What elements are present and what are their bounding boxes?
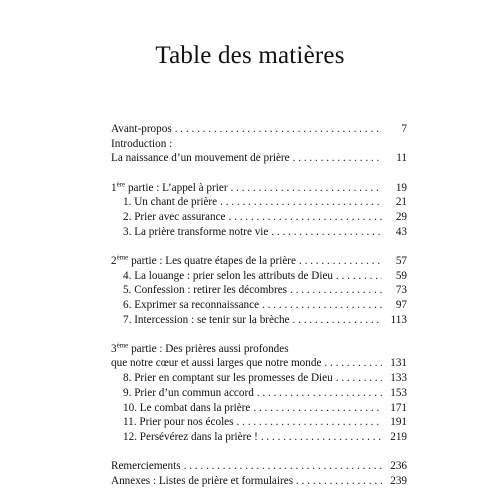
part-title: partie : Les quatre étapes de la prière	[128, 254, 296, 267]
toc-chapter-7	[111, 313, 407, 328]
toc-page-number: 19	[395, 181, 407, 194]
toc-page-number: 29	[395, 210, 407, 223]
toc-chapter-4	[111, 269, 407, 284]
toc-page-number: 97	[395, 298, 407, 311]
dot-leader	[237, 415, 382, 430]
toc-entry-label: que notre cœur et aussi larges que notre monde	[111, 357, 322, 370]
toc-part-label	[111, 254, 296, 269]
toc-chapter-5	[111, 283, 407, 298]
toc-chapter-3	[111, 225, 407, 240]
dot-leader	[324, 356, 382, 371]
toc-entry-label: 3. La prière transforme notre vie	[123, 225, 269, 238]
dot-leader	[299, 254, 382, 269]
toc-part-3-continued	[111, 356, 407, 371]
dot-leader	[184, 459, 382, 474]
dot-leader	[261, 430, 382, 445]
toc-entry-label: 5. Confession : retirer les décombres	[123, 284, 288, 297]
toc-page-number: 191	[390, 416, 407, 429]
toc-entry-introduction	[111, 151, 407, 166]
part-number: 3	[111, 342, 117, 355]
dot-leader	[271, 225, 382, 240]
dot-leader	[336, 269, 382, 284]
toc-page-number: 153	[390, 386, 407, 399]
dot-leader	[293, 151, 382, 166]
toc-page-number: 239	[390, 474, 407, 487]
toc-page-number: 43	[395, 225, 407, 238]
toc-entry-avant-propos	[111, 122, 407, 137]
toc-entry-label: 6. Exprimer sa reconnaissance	[123, 298, 260, 311]
toc-entry-annexes	[111, 474, 407, 489]
toc-page-number: 131	[390, 357, 407, 370]
toc-part-3	[111, 342, 407, 357]
toc-entry-label: 8. Prier en comptant sur les promesses de Dieu	[123, 372, 333, 385]
toc-entry-label: 7. Intercession : se tenir sur la brèche	[123, 313, 290, 326]
toc-entry-label: 9. Prier d’un commun accord	[123, 386, 254, 399]
dot-leader	[220, 195, 382, 210]
toc-page-number: 113	[390, 313, 407, 326]
toc-entry-label: 2. Prier avec assurance	[123, 210, 226, 223]
dot-leader	[229, 210, 382, 225]
toc-part-2	[111, 254, 407, 269]
toc-page-number: 7	[401, 123, 407, 135]
toc-entry-label: 10. Le combat dans la prière	[123, 401, 251, 414]
toc-part-label	[111, 181, 228, 196]
toc-page-number: 236	[390, 460, 407, 473]
toc-part-1	[111, 181, 407, 196]
toc-entry-label: Avant-propos	[111, 123, 172, 135]
toc-chapter-8	[111, 371, 407, 386]
toc-entry-label: 12. Persévérez dans la prière !	[123, 430, 258, 443]
toc-chapter-1	[111, 195, 407, 210]
dot-leader	[253, 401, 382, 416]
part-ordinal-suffix: ère	[116, 179, 126, 188]
dot-leader	[231, 181, 382, 196]
dot-leader	[175, 122, 382, 137]
toc-part-label	[111, 342, 289, 357]
toc-entry-label: 4. La louange : prier selon les attributs de Dieu	[123, 269, 334, 282]
table-of-contents	[111, 122, 407, 488]
toc-entry-label: Annexes : Listes de prière et formulaires	[111, 474, 294, 487]
toc-entry-label: La naissance d’un mouvement de prière	[111, 152, 290, 165]
toc-chapter-9	[111, 386, 407, 401]
part-number: 2	[111, 254, 117, 267]
toc-page-number: 59	[395, 269, 407, 282]
dot-leader	[336, 371, 382, 386]
part-ordinal-suffix: ème	[116, 253, 129, 262]
toc-page-number: 57	[395, 254, 407, 267]
toc-page-number: 171	[390, 401, 407, 414]
dot-leader	[290, 283, 382, 298]
part-title: partie : Des prières aussi profondes	[128, 342, 289, 355]
toc-page-number: 219	[390, 430, 407, 443]
part-number: 1	[111, 181, 117, 194]
toc-chapter-2	[111, 210, 407, 225]
dot-leader	[257, 386, 382, 401]
toc-entry-label: Introduction :	[111, 137, 173, 150]
toc-entry-label: 11. Prier pour nos écoles	[123, 416, 234, 429]
toc-chapter-11	[111, 415, 407, 430]
toc-entry-label: 1. Un chant de prière	[123, 196, 218, 209]
toc-chapter-6	[111, 298, 407, 313]
toc-chapter-10	[111, 401, 407, 416]
toc-entry-label: Remerciements	[111, 460, 181, 473]
part-ordinal-suffix: ème	[116, 341, 129, 350]
part-title: partie : L’appel à prier	[125, 181, 228, 194]
toc-chapter-12	[111, 430, 407, 445]
dot-leader	[262, 298, 382, 313]
dot-leader	[296, 474, 382, 489]
toc-entry-remerciements	[111, 459, 407, 474]
dot-leader	[293, 313, 382, 328]
toc-page-number: 11	[396, 152, 407, 165]
toc-page-number: 73	[395, 284, 407, 297]
toc-page-number: 21	[395, 196, 407, 209]
page-title: Table des matières	[155, 42, 345, 69]
toc-page-number: 133	[390, 372, 407, 385]
toc-heading-introduction	[111, 137, 407, 152]
